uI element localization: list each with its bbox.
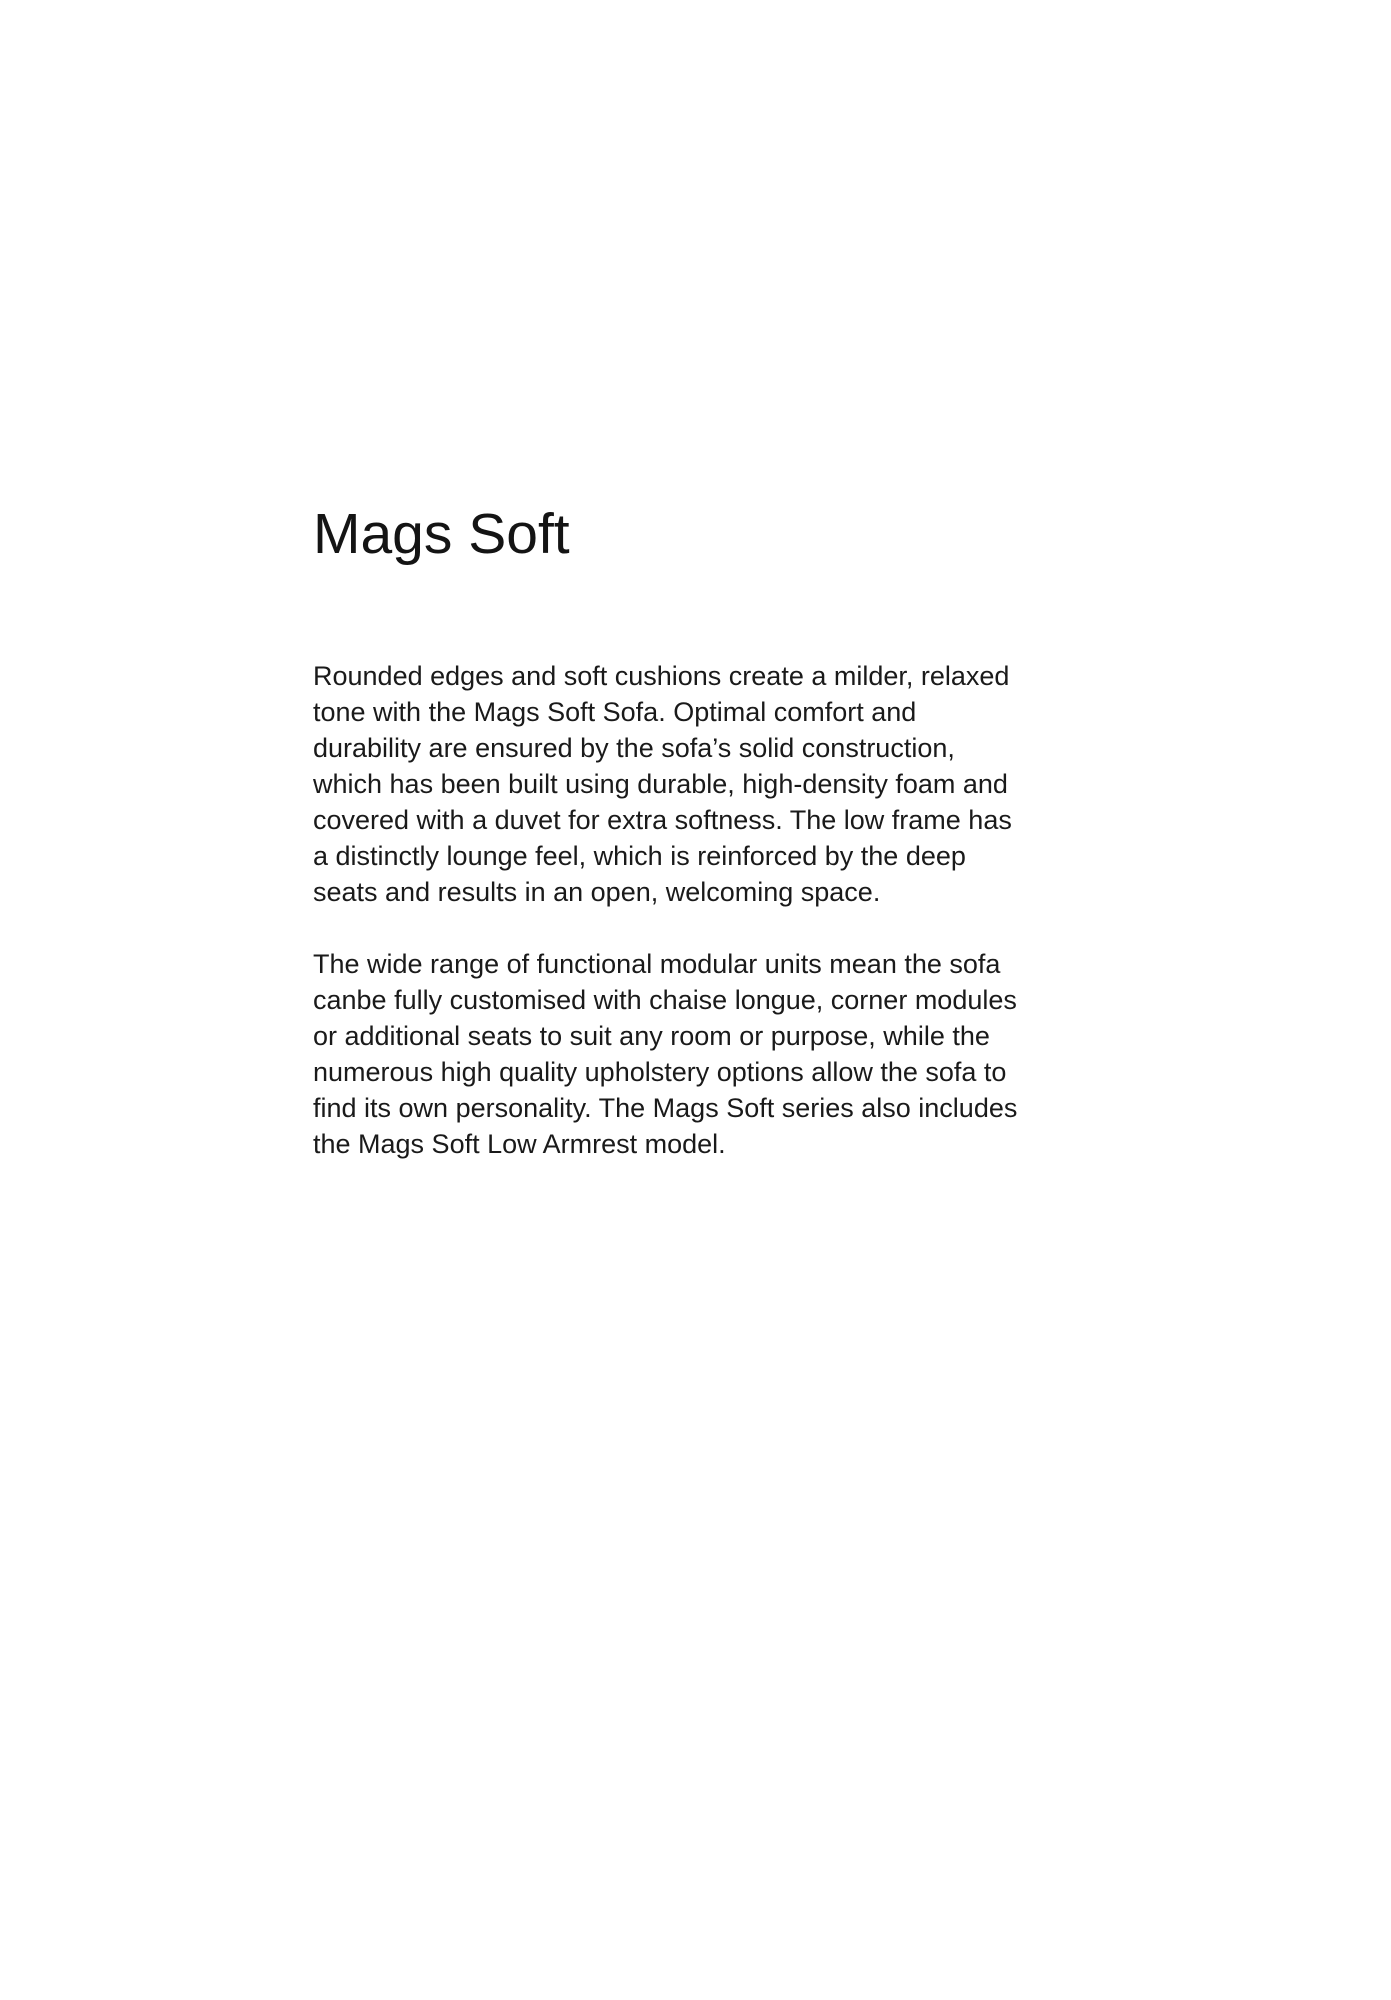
paragraph-line: or additional seats to suit any room or purpose, while the (313, 1021, 990, 1051)
paragraph-line: covered with a duvet for extra softness. The low frame has (313, 805, 1012, 835)
paragraph-line: a distinctly lounge feel, which is reinforced by the deep (313, 841, 966, 871)
paragraph-line: find its own personality. The Mags Soft series also includes (313, 1093, 1018, 1123)
paragraph-line: Rounded edges and soft cushions create a milder, relaxed (313, 661, 1010, 691)
paragraph-1 (313, 658, 1113, 910)
document-body (313, 658, 1113, 1162)
paragraph-line: the Mags Soft Low Armrest model. (313, 1129, 726, 1159)
paragraph-line: The wide range of functional modular units mean the sofa (313, 949, 1001, 979)
document-title: Mags Soft (313, 502, 570, 566)
paragraph-line: tone with the Mags Soft Sofa. Optimal comfort and (313, 697, 917, 727)
paragraph-line: canbe fully customised with chaise longue, corner modules (313, 985, 1017, 1015)
paragraph-2 (313, 946, 1113, 1162)
paragraph-line: seats and results in an open, welcoming space. (313, 877, 881, 907)
paragraph-line: durability are ensured by the sofa’s solid construction, (313, 733, 955, 763)
paragraph-line: numerous high quality upholstery options allow the sofa to (313, 1057, 1007, 1087)
paragraph-line: which has been built using durable, high-density foam and (313, 769, 1008, 799)
